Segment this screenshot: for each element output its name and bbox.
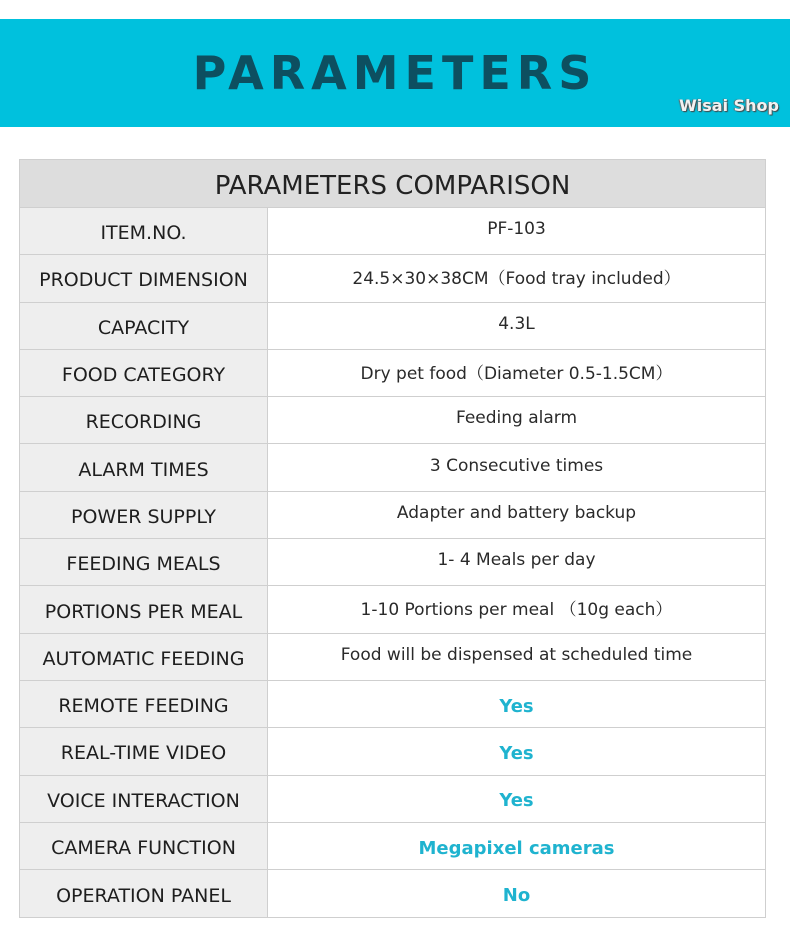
row-value: 1- 4 Meals per day — [437, 550, 596, 571]
row-label: AUTOMATIC FEEDING — [20, 634, 268, 680]
row-value: Adapter and battery backup — [396, 502, 637, 523]
row-value: Feeding alarm — [455, 408, 578, 429]
row-value: Dry pet food（Diameter 0.5-1.5CM） — [360, 363, 673, 384]
row-label: CAPACITY — [20, 303, 268, 349]
row-value: 1-10 Portions per meal （10g each） — [360, 600, 673, 621]
table-row — [20, 728, 765, 775]
row-value: 4.3L — [498, 313, 535, 334]
table-row — [20, 397, 765, 444]
row-label: ALARM TIMES — [20, 444, 268, 490]
row-label: FOOD CATEGORY — [20, 350, 268, 396]
table-row — [20, 208, 765, 255]
row-value: No — [502, 885, 531, 907]
row-value: 24.5×30×38CM（Food tray included） — [352, 268, 681, 289]
row-value: Megapixel cameras — [418, 837, 615, 859]
table-row — [20, 539, 765, 586]
table-body — [20, 208, 765, 917]
row-value: 3 Consecutive times — [429, 455, 604, 476]
row-label: CAMERA FUNCTION — [20, 823, 268, 869]
row-label: PRODUCT DIMENSION — [20, 255, 268, 301]
row-value: Yes — [499, 790, 534, 812]
row-value: Yes — [499, 742, 534, 764]
table-row — [20, 634, 765, 681]
parameters-table — [19, 159, 766, 918]
header-banner — [0, 19, 790, 127]
row-label: OPERATION PANEL — [20, 870, 268, 917]
page-title: PARAMETERS — [192, 46, 598, 100]
table-row — [20, 303, 765, 350]
table-row — [20, 350, 765, 397]
table-row — [20, 870, 765, 917]
row-label: ITEM.NO. — [20, 208, 268, 254]
row-label: POWER SUPPLY — [20, 492, 268, 538]
table-title: PARAMETERS COMPARISON — [20, 160, 765, 208]
table-row — [20, 255, 765, 302]
table-row — [20, 681, 765, 728]
row-value: Food will be dispensed at scheduled time — [340, 644, 693, 665]
row-label: REMOTE FEEDING — [20, 681, 268, 727]
row-label: REAL-TIME VIDEO — [20, 728, 268, 774]
table-row — [20, 444, 765, 491]
table-row — [20, 823, 765, 870]
row-label: VOICE INTERACTION — [20, 776, 268, 822]
row-label: PORTIONS PER MEAL — [20, 586, 268, 632]
row-value: PF-103 — [487, 219, 546, 240]
row-label: FEEDING MEALS — [20, 539, 268, 585]
row-value: Yes — [499, 695, 534, 717]
row-label: RECORDING — [20, 397, 268, 443]
table-row — [20, 776, 765, 823]
table-row — [20, 586, 765, 633]
table-row — [20, 492, 765, 539]
shop-watermark: Wisai Shop — [679, 96, 779, 115]
